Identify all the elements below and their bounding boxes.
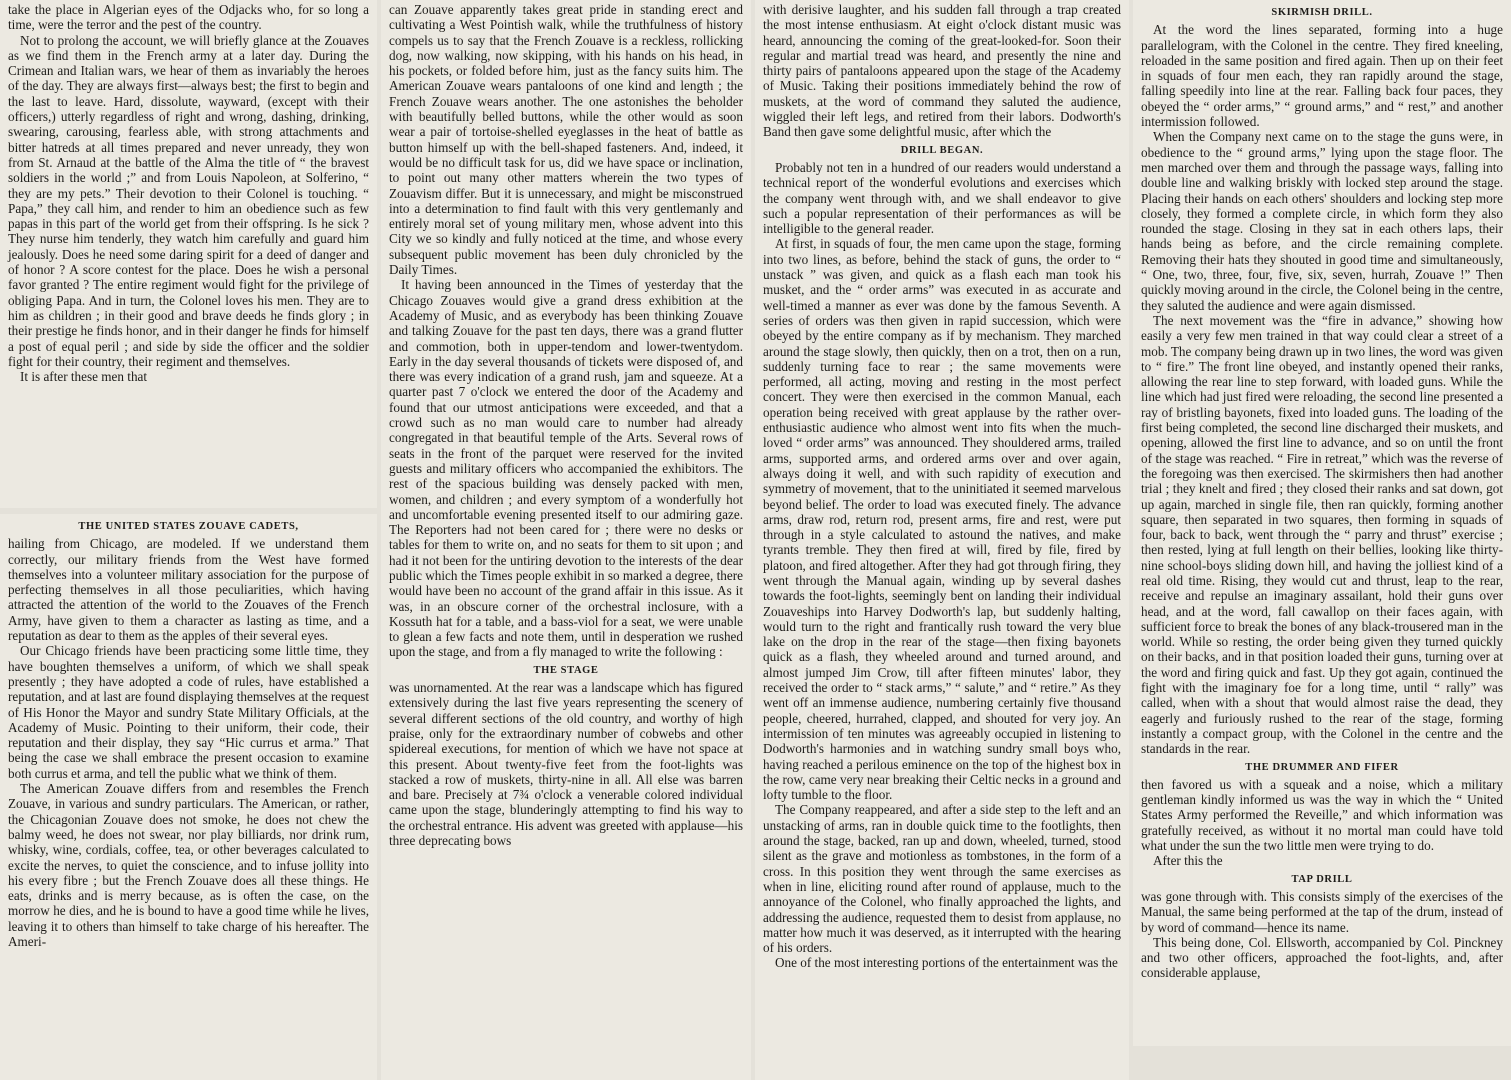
section-heading: THE UNITED STATES ZOUAVE CADETS,	[78, 521, 299, 532]
section-heading: THE DRUMMER AND FIFER	[1245, 761, 1399, 773]
paragraph: After this the	[1153, 853, 1223, 869]
section-heading: SKIRMISH DRILL.	[1271, 7, 1373, 18]
paragraph: with derisive laughter, and his sudden fall through a trap created the most intense enthusiasm. At eight o'clock distant music was heard, announcing the coming of the great-looked-for. Soon their regular and martial tread was heard, and presently the nine and thirty pairs of pantaloons appeared upon the stage of the Academy of Music. Taking their positions immediately behind the row of muskets, at the word of command they saluted the audience, wiggled their left legs, and retired from their labors. Dodworth's Band then gave some delightful music, after which the	[763, 2, 1121, 140]
paragraph: The American Zouave differs from and resembles the French Zouave, in various and sundry particulars. The American, or rather, the Chicagonian Zouave does not smoke, he does not chew the balmy weed, he does not swear, nor play billiards, nor drink rum, whisky, wine, cordials, coffee, tea, or other beverages calculated to excite the nerves, to quiet the conscience, and to infuse jollity into his every fibre ; but the French Zouave does all these things. He eats, drinks and is merry because, as is often the case, on the morrow he dies, and he is bound to have a good time while he lives, leaving it to others than himself to take charge of his hereafter. The Ameri-	[8, 781, 369, 950]
paragraph: Probably not ten in a hundred of our readers would understand a technical report of the wonderful evolutions and exercises which the company went through with, and we shall endeavor to give such a popular representation of their performances as will be intelligible to the general reader.	[763, 159, 1121, 237]
section-heading: THE STAGE	[533, 664, 599, 676]
column-body	[755, 0, 1129, 971]
column-2	[381, 0, 751, 1080]
paragraph: Our Chicago friends have been practicing some little time, they have boughten themselves a uniform, of which we shall speak presently ; they have adopted a code of rules, have established a reputation, and at last are found displaying themselves at the request of His Honor the Mayor and sundry State Military Officials, at the Academy of Music. Pointing to their uniform, their code, their reputation and their display, they say “Hic currus et arma.” That being the case we shall embrace the present occasion to examine both currus et arma, and tell the public what we think of them.	[8, 643, 369, 781]
paragraph: can Zouave apparently takes great pride in standing erect and cultivating a West Pointish walk, while the truthfulness of history compels us to say that the French Zouave is a reckless, rollicking dog, now walking, now skipping, with his hands on his head, in his pockets, or folded before him, just as the fancy suits him. The American Zouave wears pantaloons of one kind and length ; the French Zouave wears another. The one astonishes the beholder with beautifully belled buttons, while the other would as soon wear a pair of tortoise-shelled eyeglasses in the heat of battle as button himself up with the bell-shaped fasteners. And, indeed, it would be no difficult task for us, did we have space or inclination, to point out many other matters wherein the two types of Zouavism differ. But it is unnecessary, and might be misconstrued into a determination to find fault with this very gentlemanly and entirely moral set of young military men, whose advent into this City we so kindly and fully noticed at the time, and whose every subsequent public movement has been duly chronicled by the Daily Times.	[389, 2, 743, 278]
paragraph: hailing from Chicago, are modeled. If we understand them correctly, our military friends from the West have formed themselves into a volunteer military association for the purpose of perfecting themselves in all those peculiarities, which having attracted the attention of the world to the Zouaves of the French Army, have given to them a character as lasting as time, and a reputation as dear to them as the apples of their several eyes.	[8, 536, 369, 644]
column-body	[0, 514, 377, 949]
column-body	[1133, 0, 1511, 981]
paragraph: The Company reappeared, and after a side step to the left and an unstacking of arms, ran in double quick time to the footlights, then around the stage, backed, ran up and down, wheeled, turned, stood silent as the grave and motionless as tombstones, in the form of a cross. In this position they went through the same exercises as when in line, eliciting round after round of applause, much to the annoyance of the Colonel, who finally approached the lights, and addressing the audience, requested them to desist from applause, no matter how much it was deserved, as it interrupted with the hearing of his orders.	[763, 802, 1121, 956]
paragraph: was gone through with. This consists simply of the exercises of the Manual, the same being performed at the tap of the drum, instead of by word of command—hence its name.	[1141, 888, 1503, 935]
column-body	[0, 0, 377, 384]
paragraph: then favored us with a squeak and a noise, which a military gentleman kindly informed us was the way in which the “ United States Army performed the Reveille,” and which information was gratefully received, as without it no mortal man could have told what under the sun the two little men were trying to do.	[1141, 776, 1503, 854]
column-1-bottom	[0, 514, 377, 1080]
column-4	[1133, 0, 1511, 1046]
column-body	[381, 0, 751, 848]
paragraph: When the Company next came on to the stage the guns were, in obedience to the “ ground arms,” lying upon the stage floor. The men marched over them and through the passage ways, falling into double line and walking briskly with locked step around the stage. Placing their hands on each others' shoulders and locking step more closely, they formed a complete circle, in which form they also rounded the stage. Closing in they sat in each others laps, their hands being as before, and the circle remaining complete. Removing their hats they shouted in good time and simultaneously, “ One, two, three, four, five, six, seven, hurrah, Zouave !” Then quickly moving around in the circle, the Colonel being in the centre, they saluted the audience and were again dismissed.	[1141, 129, 1503, 313]
section-heading: TAP DRILL	[1291, 873, 1353, 885]
paragraph: was unornamented. At the rear was a landscape which has figured extensively during the last five years representing the scenery of several different sections of the old country, and worthy of high praise, only for the extraordinary number of cobwebs and other spidereal executions, for mention of which we have not space at this present. About twenty-five feet from the foot-lights was stacked a row of muskets, thirty-nine in all. All else was barren and bare. Precisely at 7¾ o'clock a venerable colored individual came upon the stage, blunderingly attempting to find his way to the orchestral entrance. His advent was greeted with applause—his three deprecating bows	[389, 680, 743, 849]
paragraph: One of the most interesting portions of the entertainment was the	[775, 955, 1118, 971]
column-3	[755, 0, 1129, 1080]
paragraph: Not to prolong the account, we will briefly glance at the Zouaves as we find them in the French army at a later day. During the Crimean and Italian wars, we hear of them as invariably the heroes of the day. They are always first—always best; the first to begin and the last to leave. Hard, dissolute, wayward, (except with their officers,) utterly regardless of right and wrong, dashing, drinking, swearing, carousing, fearless able, with strong attachments and bitter hatreds at all times prepared and never unready, they won from St. Arnaud at the battle of the Alma the title of “ the bravest soldiers in the world ;” and from Louis Napoleon, at Solferino, “ they are my pets.” Their devotion to their Colonel is touching. “ Papa,” they call him, and render to him an obedience such as few papas in this part of the world get from their offspring. Is he sick ? They nurse him tenderly, they watch him carefully and guard him jealously. Does he need some daring spirit for a deed of danger and of honor ? A score contest for the place. Does he wish a personal favor granted ? The entire regiment would fight for the privilege of obliging Papa. And in turn, the Colonel loves his men. They are to him as children ; in their good and brave deeds he finds glory ; in their prestige he finds honor, and in their danger he finds for himself a post of equal peril ; and side by side the officer and the soldier fight for their country, their regiment and themselves.	[8, 32, 369, 369]
paragraph: This being done, Col. Ellsworth, accompanied by Col. Pinckney and two other officers, approached the foot-lights, and, after considerable applause,	[1141, 934, 1503, 981]
paragraph: The next movement was the “fire in advance,” showing how easily a very few men trained in that way could clear a street of a mob. The company being drawn up in two lines, the word was given to “ fire.” The front line obeyed, and instantly opened their ranks, allowing the rear line to step forward, with loaded guns. While the line which had just fired were reloading, the second line presented a ray of bristling bayonets, fixed into loaded guns. The loading of the first being completed, the second line discharged their muskets, and opening, allowed the first line to advance, and so on until the front of the stage was reached. “ Fire in retreat,” which was the reverse of the foregoing was then exercised. The skirmishers then had another trial ; they knelt and fired ; they closed their ranks and sat down, got up again, marched in single file, then ran quickly, forming another square, then separated in two squares, then forming in squads of four, back to back, went through the “ parry and thrust” exercise ; then rested, lying at full length on their bellies, looking like thirty-nine school-boys sliding down hill, and having the jolliest kind of a real old time. Rising, they would cut and thrust, leap to the rear, receive and repulse an imaginary assailant, hold their guns over head, and at the word, fall cawallop on their faces again, with sufficient force to break the bones of any black-trousered man in the world. While so resting, the order being given they turned quickly on their backs, and in that position loaded their guns, turning over at the word and firing quick and fast. Up they got again, continued the fight with the imaginary foe for a long time, until “ rally” was called, when with a shout that would almost raise the dead, they eagerly and furiously rushed to the rear of the stage, forming instantly a compact group, with the Colonel in the centre and the standards in the rear.	[1141, 312, 1503, 757]
paragraph: At the word the lines separated, forming into a huge parallelogram, with the Colonel in the centre. They fired kneeling, reloaded in the same position and fired again. Then up on their feet in squads of four men each, they ran rapidly around the stage, falling speedily into line at the rear. Falling back four paces, they obeyed the “ order arms,” “ ground arms,” and “ rest,” and another intermission followed.	[1141, 22, 1503, 130]
paragraph: It having been announced in the Times of yesterday that the Chicago Zouaves would give a grand dress exhibition at the Academy of Music, and as everybody has been thinking Zouave and talking Zouave for the past ten days, there was a grand flutter and commotion, both in upper-tendom and lower-twentydom. Early in the day several thousands of tickets were disposed of, and there was every indication of a grand rush, jam and squeeze. At a quarter past 7 o'clock we entered the door of the Academy and found that our utmost anticipations were exceeded, and that a crowd such as no man would care to number had already congregated in that beautiful temple of the Arts. Several rows of seats in the front of the parquet were reserved for the invited guests and military officers who accompanied the exhibitors. The rest of the spacious building was densely packed with men, women, and children ; and every symptom of a wonderfully hot and uncomfortable evening presented itself to our admiring gaze. The Reporters had not been cared for ; there were no desks or tables for them to write on, and no seats for them to sit upon ; and had it not been for the untiring devotion to the interests of the dear public which the Times people exhibit in so marked a degree, there would have been no account of the grand affair in this issue. As it was, in an obscure corner of the orchestral inclosure, with a Kossuth hat for a table, and a bass-viol for a seat, we were unable to glean a few facts and note them, until in desperation we rushed upon the stage, and from a fly managed to write the following :	[389, 277, 743, 660]
section-heading: DRILL BEGAN.	[900, 144, 984, 156]
column-1-top	[0, 0, 377, 508]
paragraph: At first, in squads of four, the men came upon the stage, forming into two lines, as before, behind the stack of guns, the order to “ unstack ” was given, and quick as a flash each man took his musket, and the “ order arms” was executed in as accurate and well-timed a manner as ever was done by the famous Seventh. A series of orders was then given in rapid succession, which were obeyed by the entire company as if by mechanism. They marched around the stage slowly, then quickly, then on a trot, then on a run, suddenly turning face to rear ; the same movements were performed, all acting, moving and resting in the most perfect concert. They were then exercised in the common Manual, each operation being received with great applause by the rather over-enthusiastic audience who almost went into fits when the much-loved “ order arms” was announced. They shouldered arms, trailed arms, supported arms, and ordered arms over and over again, always doing it well, and with such rapidity of execution and symmetry of movement, that to the uninitiated it seemed marvelous beyond belief. The order to load was executed finely. The advance arms, draw rod, return rod, present arms, fire and rest, were put through in a style calculated to astound the natives, and make tyrants tremble. They then fired at will, fired by file, fired by platoon, and fired altogether. After they had got through firing, they went through the Manual again, winding up by several dashes towards the foot-lights, seemingly bent on landing their individual Zouaveships into Harvey Dodworth's lap, but suddenly halting, would turn to the right and frantically rush toward the very blue lake on the drop in the rear of the stage—then fixing bayonets quick as a flash, they wheeled around and turned around, and almost jumped Jim Crow, till after fifteen minutes' labor, they received the order to “ stack arms,” “ salute,” and “ retire.” As they went off an immense audience, numbering certainly five thousand people, cheered, hurrahed, clapped, and shouted for very joy. An intermission of ten minutes was agreeably occupied in listening to Dodworth's harmonies and in watching sundry small boys who, having reached a perilous eminence on the top of the highest box in the row, came very near breaking their Celtic necks in a ground and lofty tumble to the floor.	[763, 236, 1121, 803]
paragraph: take the place in Algerian eyes of the Odjacks who, for so long a time, were the terror and the pest of the country.	[8, 2, 369, 33]
paragraph: It is after these men that	[20, 369, 148, 385]
